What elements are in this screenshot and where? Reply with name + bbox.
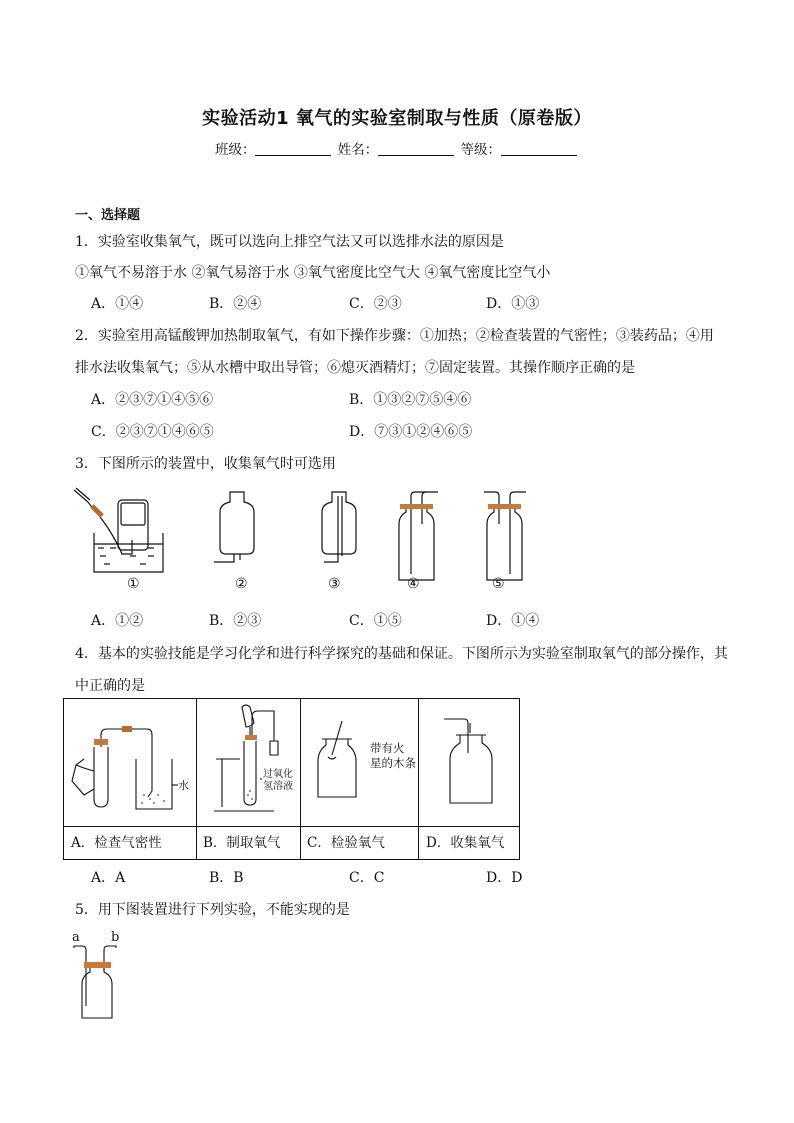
section-heading: 一、选择题 [75,208,141,223]
q3-label-4: ④ [407,576,420,592]
q4-option-d: D．D [486,870,523,886]
q4-stem-continued: 中正确的是 [75,678,145,694]
grade-label: 等级： [460,142,502,158]
q2-option-a: A．②③⑦①④⑤⑥ [91,392,214,408]
class-blank [255,143,331,156]
class-label: 班级： [214,142,256,158]
peroxide-label-line2: 氢溶液 [263,781,293,792]
q5-label-b: b [111,930,120,945]
q1-option-b: B．②④ [209,296,262,312]
bottle-short-inlet-apparatus [214,492,254,562]
q2-option-c: C．②③⑦①④⑥⑤ [91,424,214,440]
q3-apparatus-figure [70,484,540,599]
q4-caption-a: A．检查气密性 [71,835,162,851]
q2-stem: 2．实验室用高锰酸钾加热制取氧气，有如下操作步骤：①加热；②检查装置的气密性；③装药品；④用 [75,328,714,344]
q1-statements: ①氧气不易溶于水 ②氧气易溶于水 ③氧气密度比空气大 ④氧气密度比空气小 [75,265,551,281]
q4-caption-c: C．检验氧气 [307,835,385,851]
glowing-splint-label [370,741,416,771]
q3-label-1: ① [127,576,140,592]
q3-stem: 3．下图所示的装置中，收集氧气时可选用 [75,456,336,472]
q3-label-5: ⑤ [492,576,505,592]
q1-option-c: C．②③ [349,296,402,312]
student-info-line [0,138,794,158]
trough-collection-apparatus [74,488,163,572]
page-title: 实验活动1 氧气的实验室制取与性质（原卷版） [202,108,592,129]
q4-operations-table [63,698,520,860]
bottle-long-tube-apparatus [322,492,356,562]
splint-label-line1: 带有火 [370,741,405,755]
name-label: 姓名： [337,142,379,158]
q2-option-d: D．⑦③①②④⑥⑤ [349,424,473,440]
q3-label-2: ② [235,576,248,592]
q4-operation-drawings [64,699,519,826]
q4-caption-b: B．制取氧气 [203,835,281,851]
airtightness-check-drawing [72,729,178,809]
q3-option-a: A．①② [91,613,144,629]
q4-caption-d: D．收集氧气 [426,835,505,851]
oxygen-production-drawing [214,705,278,811]
q1-stem: 1．实验室收集氧气，既可以选向上排空气法又可以选排水法的原因是 [75,234,504,250]
q2-stem-continued: 排水法收集氧气；⑤从水槽中取出导管；⑥熄灭酒精灯；⑦固定装置。其操作顺序正确的是 [75,360,635,376]
q4-stem: 4．基本的实验技能是学习化学和进行科学探究的基础和保证。下图所示为实验室制取氧气的部分操作，其 [75,646,728,662]
oxygen-test-drawing [318,721,356,797]
q3-label-3: ③ [328,576,341,592]
q3-option-c: C．①⑤ [349,613,402,629]
q2-option-b: B．①③②⑦⑤④⑥ [349,392,472,408]
oxygen-collection-drawing [444,719,492,803]
q1-option-a: A．①④ [91,296,144,312]
splint-label-line2: 星的木条 [370,756,416,770]
q3-option-d: D．①④ [486,613,540,629]
q5-gas-bottle-figure [68,944,128,1024]
q4-option-b: B．B [209,870,244,886]
q1-option-d: D．①③ [486,296,540,312]
name-blank [378,143,454,156]
q5-stem: 5．用下图装置进行下列实验，不能实现的是 [75,902,350,918]
water-label: 水 [178,779,189,792]
peroxide-label [263,769,293,793]
q4-option-c: C．C [349,870,385,886]
q4-option-a: A．A [91,870,126,886]
peroxide-label-line1: 过氧化 [263,769,293,780]
q3-option-b: B．②③ [209,613,262,629]
q5-label-a: a [72,930,80,945]
grade-blank [501,143,577,156]
